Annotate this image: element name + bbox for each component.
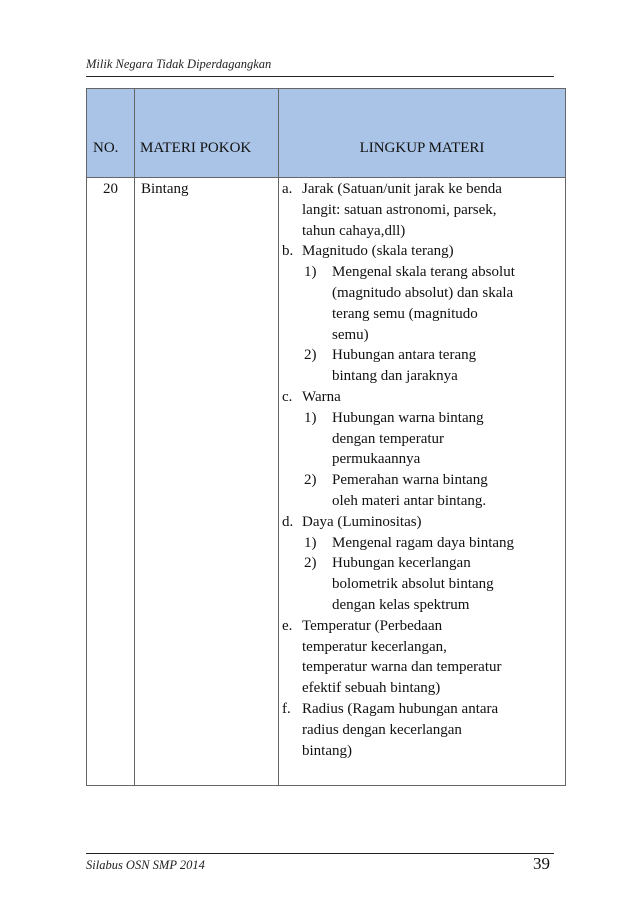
sub-list-item-text xyxy=(332,262,564,345)
text-line: Warna xyxy=(302,388,341,405)
header-no: NO. xyxy=(87,89,135,178)
text-line: tahun cahaya,dll) xyxy=(302,222,406,239)
sub-list-item-text xyxy=(332,470,564,512)
list-item xyxy=(282,241,564,262)
sub-list-item xyxy=(282,533,564,554)
list-item-text xyxy=(302,699,564,761)
text-line: dengan temperatur xyxy=(332,430,445,447)
header-divider xyxy=(86,76,554,77)
text-line: Temperatur (Perbedaan xyxy=(302,617,443,634)
text-line: semu) xyxy=(332,326,369,343)
sub-list-item-label: 2) xyxy=(304,555,317,572)
text-line: Pemerahan warna bintang xyxy=(332,472,488,489)
sub-list-item-label: 1) xyxy=(304,409,317,426)
text-line: efektif sebuah bintang) xyxy=(302,680,441,697)
sub-list-item xyxy=(282,345,564,387)
list-item-text xyxy=(302,512,564,533)
table-row xyxy=(87,178,566,786)
text-line: Magnitudo (skala terang) xyxy=(302,243,454,260)
sub-list-item xyxy=(282,262,564,345)
list-item-label: a. xyxy=(282,181,293,197)
sub-list-item-text xyxy=(332,533,564,554)
text-line: langit: satuan astronomi, parsek, xyxy=(302,201,497,218)
sub-list-item-text xyxy=(332,553,564,615)
table-header-row xyxy=(87,89,566,178)
list-item-text xyxy=(302,179,564,241)
text-line: bintang dan jaraknya xyxy=(332,368,458,385)
page-header: Milik Negara Tidak Diperdagangkan xyxy=(86,57,272,71)
list-item-label: e. xyxy=(282,617,293,634)
text-line: temperatur kecerlangan, xyxy=(302,638,447,655)
row-lingkup-materi xyxy=(279,178,566,786)
text-line: oleh materi antar bintang. xyxy=(332,492,487,509)
sub-list-item xyxy=(282,470,564,512)
list-item-label: f. xyxy=(282,700,291,717)
header-materi-pokok: MATERI POKOK xyxy=(135,89,279,178)
row-materi-pokok: Bintang xyxy=(135,178,279,786)
sub-list-item xyxy=(282,553,564,615)
list-item-text xyxy=(302,241,564,262)
sub-list-item xyxy=(282,408,564,470)
sub-list-item-text xyxy=(332,408,564,470)
text-line: Mengenal ragam daya bintang xyxy=(332,534,515,551)
syllabus-table xyxy=(86,88,566,786)
list-item xyxy=(282,179,564,241)
footer-divider xyxy=(86,853,554,854)
list-item xyxy=(282,387,564,408)
text-line: radius dengan kecerlangan xyxy=(302,721,462,738)
text-line: Hubungan warna bintang xyxy=(332,409,484,426)
row-number: 20 xyxy=(87,178,135,786)
sub-list-item-label: 2) xyxy=(304,472,317,489)
header-lingkup-materi: LINGKUP MATERI xyxy=(279,89,566,178)
text-line: Hubungan antara terang xyxy=(332,347,477,364)
list-item-text xyxy=(302,616,564,699)
footer-title: Silabus OSN SMP 2014 xyxy=(86,858,205,872)
text-line: Hubungan kecerlangan xyxy=(332,555,471,572)
text-line: dengan kelas spektrum xyxy=(332,596,470,613)
page-number: 39 xyxy=(533,854,550,873)
sub-list-item-label: 1) xyxy=(304,264,317,281)
sub-list-item-text xyxy=(332,345,564,387)
text-line: Jarak (Satuan/unit jarak ke benda xyxy=(302,181,502,197)
list-item-label: d. xyxy=(282,513,294,530)
list-item-label: c. xyxy=(282,388,293,405)
text-line: terang semu (magnitudo xyxy=(332,305,478,322)
list-item-label: b. xyxy=(282,243,294,260)
text-line: Daya (Luminositas) xyxy=(302,513,422,530)
text-line: Mengenal skala terang absolut xyxy=(332,264,515,281)
text-line: bolometrik absolut bintang xyxy=(332,576,494,593)
list-item xyxy=(282,699,564,761)
sub-list-item-label: 2) xyxy=(304,347,317,364)
text-line: temperatur warna dan temperatur xyxy=(302,659,502,676)
list-item xyxy=(282,616,564,699)
list-item xyxy=(282,512,564,533)
sub-list-item-label: 1) xyxy=(304,534,317,551)
text-line: (magnitudo absolut) dan skala xyxy=(332,284,514,301)
text-line: permukaannya xyxy=(332,451,421,468)
list-item-text xyxy=(302,387,564,408)
text-line: bintang) xyxy=(302,742,352,759)
text-line: Radius (Ragam hubungan antara xyxy=(302,700,499,717)
